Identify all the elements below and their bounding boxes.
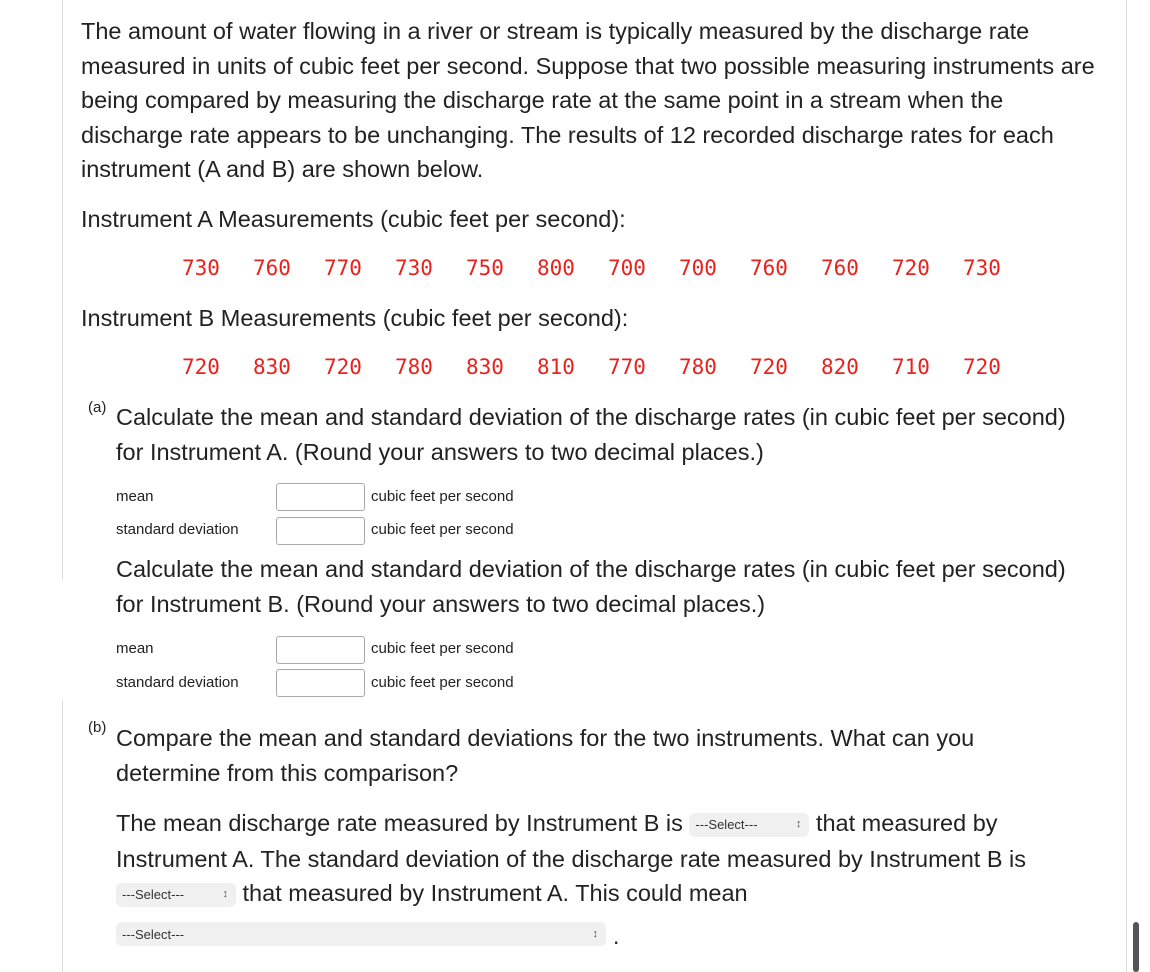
- part-b-label: (b): [88, 719, 107, 736]
- part-b-sentence-line-3: [116, 876, 1116, 911]
- value-cell: 730: [963, 256, 1001, 280]
- instrument-a-heading: Instrument A Measurements (cubic feet per second):: [81, 206, 626, 232]
- a-sd-unit: cubic feet per second: [371, 521, 514, 538]
- b-mean-input[interactable]: [276, 636, 365, 664]
- b-sd-input[interactable]: [276, 669, 365, 697]
- value-cell: 810: [537, 355, 575, 379]
- value-cell: 760: [750, 256, 788, 280]
- value-cell: 800: [537, 256, 575, 280]
- part-b-question: Compare the mean and standard deviations for the two instruments. What can you determine from this comparison?: [116, 725, 975, 786]
- a-sd-label: standard deviation: [116, 521, 239, 538]
- a-mean-unit: cubic feet per second: [371, 488, 514, 505]
- instrument-b-heading: Instrument B Measurements (cubic feet per second):: [81, 305, 629, 331]
- chevron-updown-icon: ↕: [592, 928, 598, 940]
- conclusion-select[interactable]: [116, 922, 606, 946]
- part-a-question-b: Calculate the mean and standard deviation of the discharge rates (in cubic feet per second) for Instrument B. (Round your answers to two decimal places.): [116, 556, 1066, 617]
- value-cell: 820: [821, 355, 859, 379]
- part-a-question-a: Calculate the mean and standard deviation of the discharge rates (in cubic feet per second) for Instrument A. (Round your answers to two decimal places.): [116, 404, 1066, 465]
- b-sd-unit: cubic feet per second: [371, 674, 514, 691]
- mean-comparison-select[interactable]: [689, 813, 809, 837]
- value-cell: 830: [466, 355, 504, 379]
- instrument-b-values: [182, 352, 1034, 382]
- select-value: ---Select---: [122, 887, 185, 903]
- b-mean-label: mean: [116, 640, 154, 657]
- chevron-updown-icon: ↕: [795, 818, 802, 831]
- sentence-text-4: that measured by Instrument A. This could mean: [242, 880, 748, 906]
- select-value: ---Select---: [695, 817, 758, 833]
- sd-comparison-select[interactable]: [116, 883, 236, 907]
- value-cell: 720: [892, 256, 930, 280]
- value-cell: 720: [324, 355, 362, 379]
- chevron-updown-icon: ↕: [222, 888, 228, 901]
- value-cell: 770: [324, 256, 362, 280]
- sentence-text-3: Instrument A. The standard deviation of the discharge rate measured by Instrument B is: [116, 846, 1027, 872]
- value-cell: 750: [466, 256, 504, 280]
- sentence-text-2: that measured by: [815, 810, 998, 836]
- value-cell: 720: [963, 355, 1001, 379]
- b-sd-label: standard deviation: [116, 674, 239, 691]
- value-cell: 830: [253, 355, 291, 379]
- value-cell: 720: [750, 355, 788, 379]
- part-b-sentence-line-1: [116, 806, 1116, 841]
- value-cell: 770: [608, 355, 646, 379]
- value-cell: 720: [182, 355, 220, 379]
- value-cell: 780: [395, 355, 433, 379]
- a-mean-input[interactable]: [276, 483, 365, 511]
- value-cell: 710: [892, 355, 930, 379]
- value-cell: 730: [395, 256, 433, 280]
- b-mean-unit: cubic feet per second: [371, 640, 514, 657]
- value-cell: 760: [821, 256, 859, 280]
- part-a-label: (a): [88, 399, 107, 416]
- a-mean-label: mean: [116, 488, 154, 505]
- value-cell: 700: [608, 256, 646, 280]
- select-value: ---Select---: [122, 926, 185, 942]
- a-sd-input[interactable]: [276, 517, 365, 545]
- sentence-period: .: [613, 923, 620, 949]
- value-cell: 700: [679, 256, 717, 280]
- sentence-text-1: The mean discharge rate measured by Instrument B is: [116, 810, 683, 836]
- value-cell: 780: [679, 355, 717, 379]
- value-cell: 760: [253, 256, 291, 280]
- instrument-a-values: [182, 253, 1034, 283]
- problem-intro: The amount of water flowing in a river or stream is typically measured by the discharge rate measured in units of cubic feet per second. Suppose that two possible measuring instruments are being compared by measuring the discharge rate at the same point in a stream when the discharge rate appears to be unchanging. The results of 12 recorded discharge rates for each instrument (A and B) are shown below.: [81, 18, 1095, 182]
- value-cell: 730: [182, 256, 220, 280]
